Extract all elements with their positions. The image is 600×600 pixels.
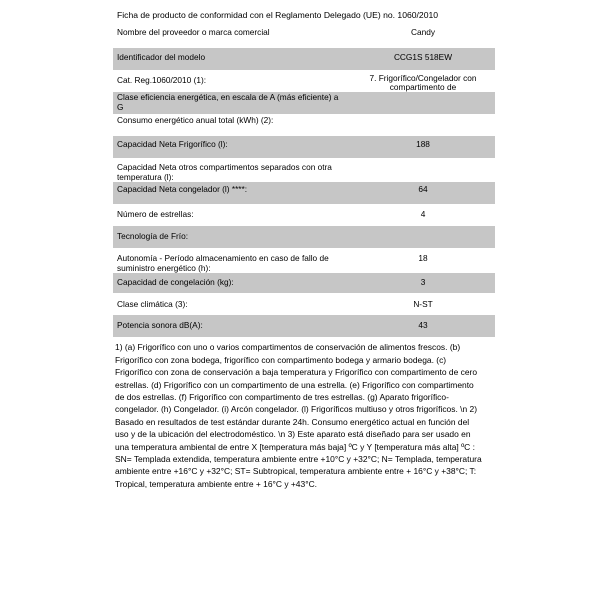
table-row [113,315,495,337]
table-row [113,92,495,114]
row-label: Cat. Reg.1060/2010 (1): [117,75,207,85]
row-label: Autonomía - Período almacenamiento en caso de fallo de suministro energético (h): [117,253,329,273]
table-row [113,226,495,248]
row-value: CCG1S 518EW [351,48,495,70]
footnotes: 1) (a) Frigorífico con uno o varios compartimentos de conservación de alimentos frescos. (b) Frigorífico con zona bodega, frigorífico con compartimento bodega y armario bodega. (c) Frigorífico con zona de conservación a baja temperatura y Frigorífico con compartimento de cero estrellas. (d) Frigorífico con un compartimento de una estrella. (e) Frigorífico con compartimento de dos estrellas. (f) Frigorífico con compartimento de tres estrellas. (g) Aparato frigorífico-congelador. (h) Congelador. (i) Arcón congelador. (l) Frigoríficos multiuso y otros frigoríficos. \n 2) Basado en resultados de test estándar durante 24h. Consumo energético actual en función del uso y de la ubicación del electrodoméstico. \n 3) Este aparato está diseñado para ser usado en una temperatura ambiental de entre X [temperatura más baja] ºC y Y [temperatura más alta] ºC : SN= Templada extendida, temperatura ambiente entre +10°C y +32°C; N= Templada, temperatura ambiente entre +16°C y +32°C; ST= Subtropical, temperatura ambiente entre + 16°C y +38°C; T: Tropical, temperatura ambiente entre + 16°C y +43°C. [115,342,482,489]
row-value: Candy [411,27,435,37]
table-row [113,273,495,293]
row-label: Consumo energético anual total (kWh) (2): [117,115,274,125]
row-value: 18 [418,253,428,264]
row-label: Número de estrellas: [117,209,194,220]
row-label: Capacidad de congelación (kg): [113,273,351,293]
table-row [113,293,495,315]
row-value: 188 [351,136,495,158]
row-label: Capacidad Neta otros compartimentos separados con otra temperatura (l): [117,162,332,182]
row-value: 3 [351,273,495,293]
row-value: N-ST [413,299,433,310]
table-row [113,182,495,204]
table-row [113,48,495,70]
row-label: Tecnología de Frío: [113,226,351,248]
table-row [113,114,495,136]
row-value: 7. Frigorífico/Congelador con compartimento de [369,73,477,92]
spec-table [113,28,495,337]
table-row [113,248,495,273]
row-label: Clase eficiencia energética, en escala de A (más eficiente) a G [113,92,351,114]
row-label: Capacidad Neta congelador (l) ****: [113,182,351,204]
table-row [113,158,495,182]
row-value [351,226,495,248]
row-value: 43 [351,315,495,337]
sheet-title: Ficha de producto de conformidad con el Reglamento Delegado (UE) no. 1060/2010 [117,10,439,20]
row-label: Identificador del modelo [113,48,351,70]
row-label: Clase climática (3): [117,299,188,310]
row-value [351,158,495,182]
row-label: Nombre del proveedor o marca comercial [117,27,270,37]
product-sheet [113,8,487,490]
row-value [351,92,495,114]
row-label: Capacidad Neta Frigorífico (l): [113,136,351,158]
table-row [113,70,495,92]
row-value [351,114,495,136]
table-row [113,28,495,48]
row-label: Potencia sonora dB(A): [113,315,351,337]
table-row [113,136,495,158]
row-value: 64 [351,182,495,204]
row-value: 4 [420,209,426,220]
table-row [113,204,495,226]
